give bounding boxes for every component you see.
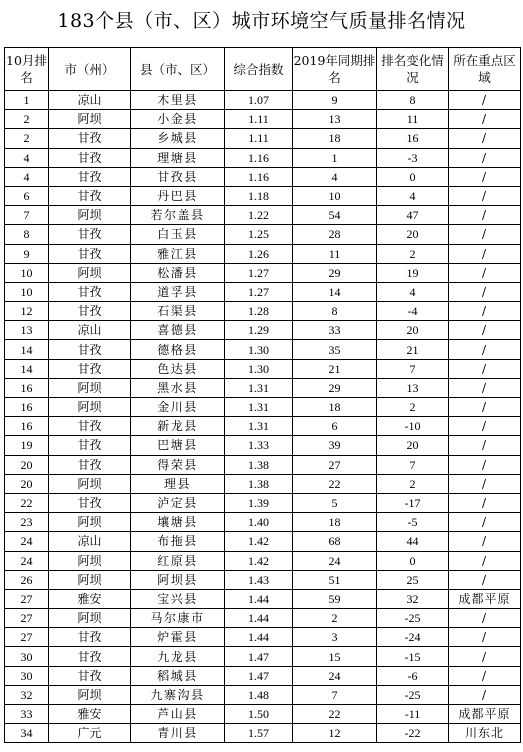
cell-zone: / [449, 167, 521, 186]
cell-index: 1.30 [225, 340, 293, 359]
cell-county: 九龙县 [131, 647, 225, 666]
cell-change: 8 [377, 91, 449, 110]
cell-rank: 10 [5, 282, 49, 301]
cell-city: 甘孜 [49, 225, 131, 244]
table-row [5, 148, 521, 167]
cell-rank: 12 [5, 302, 49, 321]
cell-zone: / [449, 685, 521, 704]
cell-prev-rank: 6 [293, 417, 377, 436]
cell-change: -3 [377, 148, 449, 167]
table-row [5, 685, 521, 704]
cell-rank: 27 [5, 589, 49, 608]
cell-city: 阿坝 [49, 206, 131, 225]
cell-index: 1.44 [225, 589, 293, 608]
cell-zone: / [449, 474, 521, 493]
cell-prev-rank: 3 [293, 628, 377, 647]
cell-zone: / [449, 359, 521, 378]
cell-rank: 23 [5, 513, 49, 532]
cell-county: 雅江县 [131, 244, 225, 263]
cell-prev-rank: 18 [293, 129, 377, 148]
cell-index: 1.28 [225, 302, 293, 321]
cell-county: 白玉县 [131, 225, 225, 244]
cell-change: 20 [377, 436, 449, 455]
cell-city: 雅安 [49, 705, 131, 724]
cell-index: 1.29 [225, 321, 293, 340]
cell-change: 4 [377, 282, 449, 301]
cell-index: 1.44 [225, 628, 293, 647]
cell-prev-rank: 54 [293, 206, 377, 225]
cell-index: 1.47 [225, 666, 293, 685]
table-row [5, 359, 521, 378]
table-row [5, 474, 521, 493]
table-row [5, 724, 521, 743]
cell-prev-rank: 68 [293, 532, 377, 551]
cell-change: 2 [377, 474, 449, 493]
cell-change: 2 [377, 398, 449, 417]
table-row [5, 321, 521, 340]
cell-city: 凉山 [49, 321, 131, 340]
cell-county: 九寨沟县 [131, 685, 225, 704]
cell-index: 1.11 [225, 110, 293, 129]
cell-county: 宝兴县 [131, 589, 225, 608]
cell-change: 44 [377, 532, 449, 551]
cell-rank: 14 [5, 359, 49, 378]
cell-rank: 27 [5, 609, 49, 628]
cell-rank: 9 [5, 244, 49, 263]
cell-city: 凉山 [49, 532, 131, 551]
cell-zone: / [449, 436, 521, 455]
cell-rank: 30 [5, 647, 49, 666]
cell-zone: / [449, 148, 521, 167]
table-row [5, 513, 521, 532]
cell-rank: 1 [5, 91, 49, 110]
cell-zone: 成都平原 [449, 589, 521, 608]
cell-county: 稻城县 [131, 666, 225, 685]
cell-rank: 8 [5, 225, 49, 244]
table-row [5, 91, 521, 110]
cell-index: 1.30 [225, 359, 293, 378]
cell-rank: 14 [5, 340, 49, 359]
table-row [5, 129, 521, 148]
cell-zone: / [449, 186, 521, 205]
cell-zone: / [449, 225, 521, 244]
page-title: 183个县（市、区）城市环境空气质量排名情况 [57, 10, 466, 32]
cell-index: 1.26 [225, 244, 293, 263]
cell-rank: 6 [5, 186, 49, 205]
cell-city: 甘孜 [49, 417, 131, 436]
cell-zone: / [449, 110, 521, 129]
cell-county: 松潘县 [131, 263, 225, 282]
header-prev-rank: 2019年同期排名 [293, 48, 377, 91]
cell-city: 甘孜 [49, 340, 131, 359]
cell-index: 1.44 [225, 609, 293, 628]
cell-zone: / [449, 551, 521, 570]
cell-city: 阿坝 [49, 263, 131, 282]
cell-change: 11 [377, 110, 449, 129]
table-row [5, 225, 521, 244]
cell-change: 21 [377, 340, 449, 359]
cell-rank: 4 [5, 148, 49, 167]
cell-county: 乡城县 [131, 129, 225, 148]
cell-city: 阿坝 [49, 474, 131, 493]
cell-prev-rank: 1 [293, 148, 377, 167]
cell-county: 金川县 [131, 398, 225, 417]
cell-county: 甘孜县 [131, 167, 225, 186]
cell-zone: / [449, 91, 521, 110]
cell-rank: 34 [5, 724, 49, 743]
cell-county: 壤塘县 [131, 513, 225, 532]
table-row [5, 455, 521, 474]
header-row [5, 48, 521, 91]
cell-city: 甘孜 [49, 455, 131, 474]
cell-county: 得荣县 [131, 455, 225, 474]
cell-change: 7 [377, 359, 449, 378]
cell-county: 理县 [131, 474, 225, 493]
cell-rank: 24 [5, 551, 49, 570]
cell-city: 阿坝 [49, 570, 131, 589]
cell-city: 甘孜 [49, 628, 131, 647]
cell-prev-rank: 22 [293, 705, 377, 724]
cell-prev-rank: 51 [293, 570, 377, 589]
ranking-table [4, 47, 521, 743]
cell-zone: / [449, 570, 521, 589]
cell-index: 1.18 [225, 186, 293, 205]
cell-change: -25 [377, 685, 449, 704]
header-change: 排名变化情况 [377, 48, 449, 91]
cell-prev-rank: 10 [293, 186, 377, 205]
cell-rank: 16 [5, 398, 49, 417]
cell-prev-rank: 39 [293, 436, 377, 455]
table-row [5, 532, 521, 551]
cell-city: 甘孜 [49, 666, 131, 685]
cell-county: 芦山县 [131, 705, 225, 724]
cell-county: 巴塘县 [131, 436, 225, 455]
cell-prev-rank: 29 [293, 263, 377, 282]
cell-zone: / [449, 398, 521, 417]
table-body [5, 91, 521, 743]
cell-county: 德格县 [131, 340, 225, 359]
cell-change: 32 [377, 589, 449, 608]
cell-county: 红原县 [131, 551, 225, 570]
header-city: 市（州） [49, 48, 131, 91]
cell-zone: / [449, 628, 521, 647]
cell-rank: 22 [5, 493, 49, 512]
header-rank: 10月排名 [5, 48, 49, 91]
cell-index: 1.27 [225, 282, 293, 301]
cell-city: 甘孜 [49, 647, 131, 666]
cell-index: 1.11 [225, 129, 293, 148]
cell-city: 阿坝 [49, 398, 131, 417]
cell-index: 1.31 [225, 398, 293, 417]
cell-zone: / [449, 609, 521, 628]
cell-county: 阿坝县 [131, 570, 225, 589]
cell-zone: / [449, 378, 521, 397]
table-row [5, 609, 521, 628]
cell-index: 1.33 [225, 436, 293, 455]
table-header [5, 48, 521, 91]
cell-index: 1.27 [225, 263, 293, 282]
cell-prev-rank: 12 [293, 724, 377, 743]
cell-change: 7 [377, 455, 449, 474]
cell-index: 1.40 [225, 513, 293, 532]
cell-prev-rank: 8 [293, 302, 377, 321]
cell-index: 1.07 [225, 91, 293, 110]
cell-rank: 27 [5, 628, 49, 647]
cell-change: 20 [377, 225, 449, 244]
cell-rank: 20 [5, 455, 49, 474]
cell-zone: / [449, 340, 521, 359]
cell-change: 19 [377, 263, 449, 282]
cell-city: 甘孜 [49, 302, 131, 321]
cell-index: 1.31 [225, 417, 293, 436]
cell-prev-rank: 4 [293, 167, 377, 186]
cell-prev-rank: 9 [293, 91, 377, 110]
cell-index: 1.42 [225, 532, 293, 551]
table-row [5, 436, 521, 455]
cell-change: 0 [377, 167, 449, 186]
cell-county: 理塘县 [131, 148, 225, 167]
cell-index: 1.42 [225, 551, 293, 570]
cell-prev-rank: 14 [293, 282, 377, 301]
table-row [5, 263, 521, 282]
cell-index: 1.43 [225, 570, 293, 589]
table-row [5, 206, 521, 225]
cell-city: 甘孜 [49, 129, 131, 148]
cell-prev-rank: 5 [293, 493, 377, 512]
cell-county: 新龙县 [131, 417, 225, 436]
cell-rank: 32 [5, 685, 49, 704]
cell-rank: 26 [5, 570, 49, 589]
cell-change: 47 [377, 206, 449, 225]
cell-rank: 16 [5, 378, 49, 397]
cell-change: -22 [377, 724, 449, 743]
cell-city: 甘孜 [49, 282, 131, 301]
cell-change: 16 [377, 129, 449, 148]
cell-rank: 33 [5, 705, 49, 724]
cell-change: 25 [377, 570, 449, 589]
cell-index: 1.22 [225, 206, 293, 225]
cell-zone: 成都平原 [449, 705, 521, 724]
cell-rank: 20 [5, 474, 49, 493]
cell-zone: / [449, 263, 521, 282]
cell-change: 20 [377, 321, 449, 340]
cell-city: 凉山 [49, 91, 131, 110]
cell-rank: 30 [5, 666, 49, 685]
cell-county: 丹巴县 [131, 186, 225, 205]
cell-rank: 4 [5, 167, 49, 186]
cell-change: -10 [377, 417, 449, 436]
cell-change: 4 [377, 186, 449, 205]
table-row [5, 167, 521, 186]
cell-rank: 13 [5, 321, 49, 340]
cell-prev-rank: 13 [293, 110, 377, 129]
cell-rank: 24 [5, 532, 49, 551]
cell-index: 1.39 [225, 493, 293, 512]
cell-city: 甘孜 [49, 186, 131, 205]
table-row [5, 589, 521, 608]
table-row [5, 570, 521, 589]
cell-zone: / [449, 302, 521, 321]
table-row [5, 282, 521, 301]
cell-index: 1.47 [225, 647, 293, 666]
cell-change: -24 [377, 628, 449, 647]
cell-county: 炉霍县 [131, 628, 225, 647]
cell-prev-rank: 18 [293, 513, 377, 532]
cell-rank: 2 [5, 110, 49, 129]
cell-city: 阿坝 [49, 609, 131, 628]
table-row [5, 398, 521, 417]
cell-zone: / [449, 129, 521, 148]
cell-city: 阿坝 [49, 685, 131, 704]
cell-index: 1.48 [225, 685, 293, 704]
cell-county: 黑水县 [131, 378, 225, 397]
table-row [5, 378, 521, 397]
cell-county: 小金县 [131, 110, 225, 129]
cell-index: 1.38 [225, 455, 293, 474]
cell-change: 2 [377, 244, 449, 263]
cell-prev-rank: 35 [293, 340, 377, 359]
cell-city: 甘孜 [49, 148, 131, 167]
cell-index: 1.31 [225, 378, 293, 397]
table-row [5, 551, 521, 570]
cell-county: 道孚县 [131, 282, 225, 301]
cell-zone: / [449, 532, 521, 551]
cell-county: 青川县 [131, 724, 225, 743]
cell-rank: 16 [5, 417, 49, 436]
table-row [5, 110, 521, 129]
cell-city: 甘孜 [49, 244, 131, 263]
cell-prev-rank: 33 [293, 321, 377, 340]
cell-change: -11 [377, 705, 449, 724]
cell-prev-rank: 15 [293, 647, 377, 666]
cell-index: 1.16 [225, 148, 293, 167]
cell-zone: / [449, 282, 521, 301]
cell-county: 布拖县 [131, 532, 225, 551]
cell-county: 马尔康市 [131, 609, 225, 628]
cell-prev-rank: 22 [293, 474, 377, 493]
table-row [5, 666, 521, 685]
cell-city: 甘孜 [49, 359, 131, 378]
table-row [5, 705, 521, 724]
cell-rank: 2 [5, 129, 49, 148]
cell-zone: / [449, 493, 521, 512]
cell-index: 1.50 [225, 705, 293, 724]
cell-county: 泸定县 [131, 493, 225, 512]
cell-change: -15 [377, 647, 449, 666]
table-row [5, 493, 521, 512]
header-index: 综合指数 [225, 48, 293, 91]
cell-change: 0 [377, 551, 449, 570]
cell-prev-rank: 28 [293, 225, 377, 244]
cell-prev-rank: 29 [293, 378, 377, 397]
table-row [5, 244, 521, 263]
cell-zone: 川东北 [449, 724, 521, 743]
cell-prev-rank: 59 [293, 589, 377, 608]
cell-rank: 19 [5, 436, 49, 455]
header-county: 县（市、区） [131, 48, 225, 91]
cell-city: 阿坝 [49, 513, 131, 532]
cell-city: 雅安 [49, 589, 131, 608]
cell-county: 喜德县 [131, 321, 225, 340]
cell-change: -5 [377, 513, 449, 532]
table-row [5, 302, 521, 321]
cell-zone: / [449, 417, 521, 436]
table-row [5, 340, 521, 359]
cell-county: 石渠县 [131, 302, 225, 321]
cell-prev-rank: 24 [293, 551, 377, 570]
cell-city: 阿坝 [49, 110, 131, 129]
cell-county: 木里县 [131, 91, 225, 110]
cell-prev-rank: 11 [293, 244, 377, 263]
cell-zone: / [449, 513, 521, 532]
cell-change: -17 [377, 493, 449, 512]
cell-index: 1.38 [225, 474, 293, 493]
cell-prev-rank: 18 [293, 398, 377, 417]
cell-city: 阿坝 [49, 378, 131, 397]
cell-city: 甘孜 [49, 436, 131, 455]
cell-change: -4 [377, 302, 449, 321]
cell-rank: 10 [5, 263, 49, 282]
cell-zone: / [449, 647, 521, 666]
cell-city: 广元 [49, 724, 131, 743]
table-row [5, 628, 521, 647]
cell-city: 阿坝 [49, 551, 131, 570]
cell-zone: / [449, 666, 521, 685]
table-row [5, 186, 521, 205]
cell-prev-rank: 21 [293, 359, 377, 378]
cell-index: 1.57 [225, 724, 293, 743]
cell-zone: / [449, 321, 521, 340]
cell-prev-rank: 27 [293, 455, 377, 474]
cell-index: 1.25 [225, 225, 293, 244]
cell-index: 1.16 [225, 167, 293, 186]
cell-prev-rank: 7 [293, 685, 377, 704]
cell-prev-rank: 24 [293, 666, 377, 685]
cell-rank: 7 [5, 206, 49, 225]
cell-change: -6 [377, 666, 449, 685]
cell-prev-rank: 2 [293, 609, 377, 628]
cell-zone: / [449, 455, 521, 474]
cell-change: -25 [377, 609, 449, 628]
table-row [5, 417, 521, 436]
cell-county: 色达县 [131, 359, 225, 378]
cell-county: 若尔盖县 [131, 206, 225, 225]
cell-city: 甘孜 [49, 167, 131, 186]
table-row [5, 647, 521, 666]
cell-city: 甘孜 [49, 493, 131, 512]
header-zone: 所在重点区域 [449, 48, 521, 91]
cell-zone: / [449, 244, 521, 263]
cell-change: 13 [377, 378, 449, 397]
cell-zone: / [449, 206, 521, 225]
